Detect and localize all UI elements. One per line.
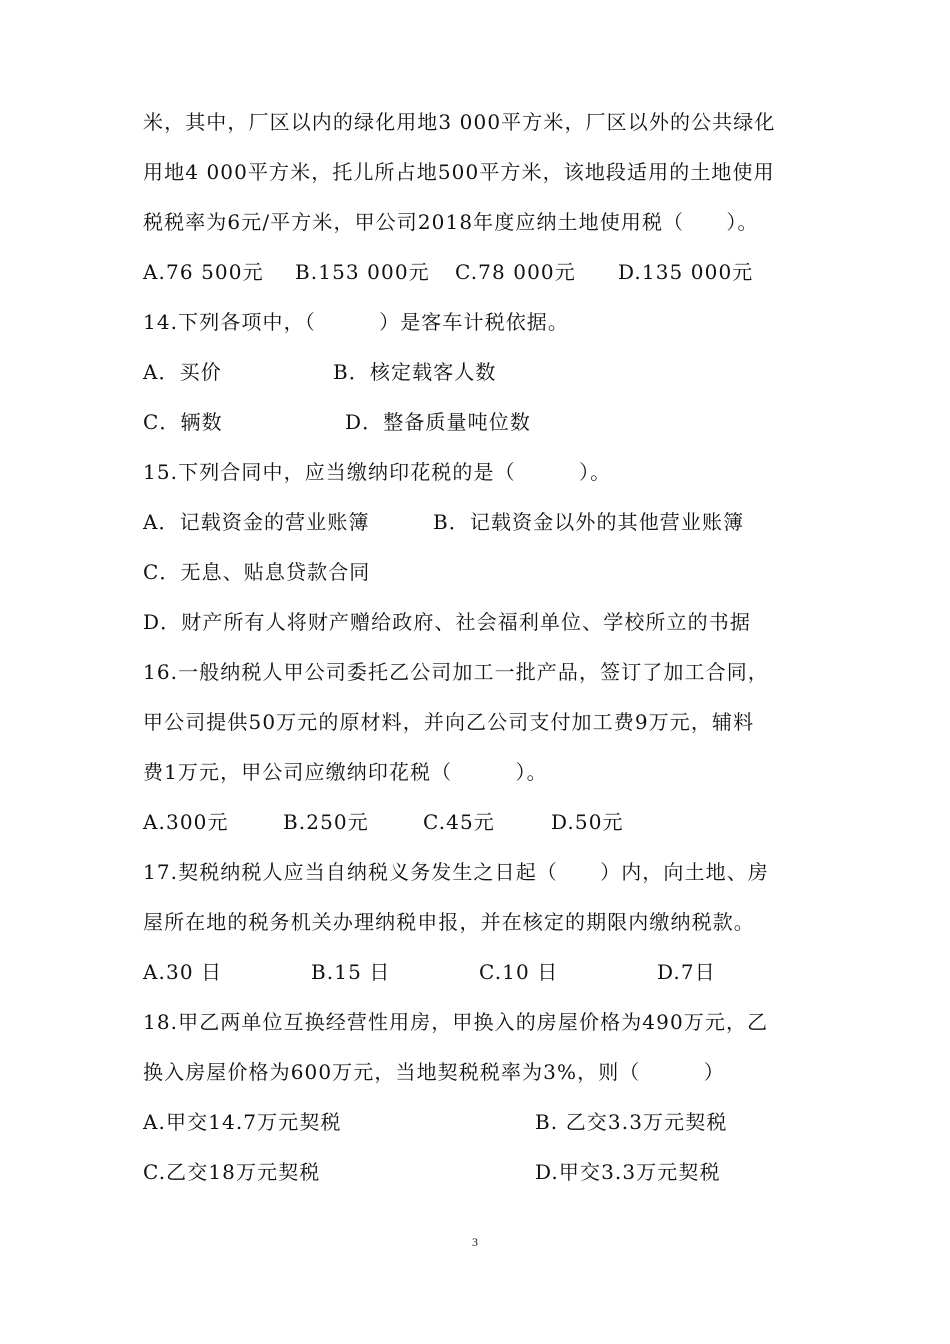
q16-line-2: 甲公司提供50万元的原材料，并向乙公司支付加工费9万元，辅料 bbox=[143, 710, 755, 734]
q14-option-c: C．辆数 bbox=[143, 410, 223, 434]
q16-options bbox=[143, 803, 823, 853]
q13-option-a: A.76 500元 bbox=[143, 260, 264, 284]
q16-line-3: 费1万元，甲公司应缴纳印花税（ ）。 bbox=[143, 760, 548, 784]
q14-options-row-1 bbox=[143, 353, 823, 403]
q13-option-b: B.153 000元 bbox=[295, 260, 430, 284]
q13-option-d: D.135 000元 bbox=[618, 260, 754, 284]
q15-option-d: D．财产所有人将财产赠给政府、社会福利单位、学校所立的书据 bbox=[143, 610, 751, 634]
q16-option-a: A.300元 bbox=[143, 810, 229, 834]
q14-stem: 14.下列各项中，（ ）是客车计税依据。 bbox=[143, 310, 570, 334]
q13-options bbox=[143, 253, 823, 303]
q18-option-b: B. 乙交3.3万元契税 bbox=[535, 1110, 728, 1134]
q13-line-2: 用地4 000平方米，托儿所占地500平方米，该地段适用的土地使用 bbox=[143, 160, 775, 184]
q17-option-a: A.30 日 bbox=[143, 960, 223, 984]
q17-option-d: D.7日 bbox=[657, 960, 716, 984]
question-content bbox=[143, 103, 823, 1203]
q17-line-2: 屋所在地的税务机关办理纳税申报，并在核定的期限内缴纳税款。 bbox=[143, 910, 755, 934]
q16-option-d: D.50元 bbox=[551, 810, 624, 834]
q15-option-c: C．无息、贴息贷款合同 bbox=[143, 560, 371, 584]
q15-option-a: A．记载资金的营业账簿 bbox=[143, 510, 370, 534]
q17-option-c: C.10 日 bbox=[479, 960, 559, 984]
page-number: 3 bbox=[472, 1235, 478, 1249]
q15-options-row-1 bbox=[143, 503, 823, 553]
q13-line-3: 税税率为6元/平方米，甲公司2018年度应纳土地使用税（ ）。 bbox=[143, 210, 759, 234]
q14-options-row-2 bbox=[143, 403, 823, 453]
q14-option-b: B．核定载客人数 bbox=[333, 360, 497, 384]
q13-option-c: C.78 000元 bbox=[455, 260, 576, 284]
q17-option-b: B.15 日 bbox=[311, 960, 391, 984]
q15-option-b: B．记载资金以外的其他营业账簿 bbox=[433, 510, 745, 534]
q17-line-1: 17.契税纳税人应当自纳税义务发生之日起（ ）内，向土地、房 bbox=[143, 860, 769, 884]
q16-option-c: C.45元 bbox=[423, 810, 495, 834]
q18-options-row-1 bbox=[143, 1103, 823, 1153]
q18-option-c: C.乙交18万元契税 bbox=[143, 1160, 321, 1184]
q18-option-d: D.甲交3.3万元契税 bbox=[535, 1160, 721, 1184]
q13-line-1: 米，其中，厂区以内的绿化用地3 000平方米，厂区以外的公共绿化 bbox=[143, 110, 776, 134]
q14-option-a: A．买价 bbox=[143, 360, 222, 384]
q15-stem: 15.下列合同中，应当缴纳印花税的是（ ）。 bbox=[143, 460, 612, 484]
q18-option-a: A.甲交14.7万元契税 bbox=[143, 1110, 342, 1134]
q18-line-2: 换入房屋价格为600万元，当地契税税率为3%，则（ ） bbox=[143, 1060, 725, 1084]
q17-options bbox=[143, 953, 823, 1003]
q18-line-1: 18.甲乙两单位互换经营性用房，甲换入的房屋价格为490万元，乙 bbox=[143, 1010, 769, 1034]
q16-line-1: 16.一般纳税人甲公司委托乙公司加工一批产品，签订了加工合同， bbox=[143, 660, 769, 684]
q18-options-row-2 bbox=[143, 1153, 823, 1203]
q14-option-d: D．整备质量吨位数 bbox=[345, 410, 531, 434]
q16-option-b: B.250元 bbox=[283, 810, 369, 834]
